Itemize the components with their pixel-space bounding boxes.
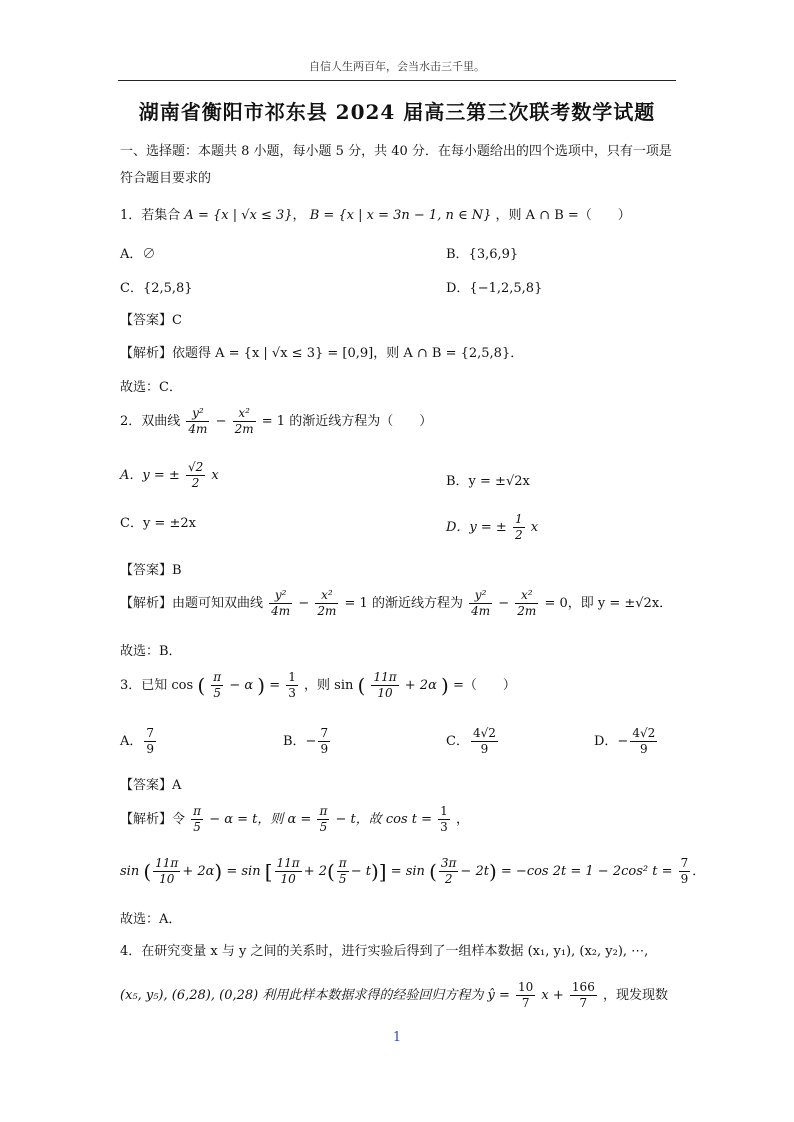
q4-den: 7 — [579, 996, 588, 1010]
q3-den: 10 — [377, 686, 393, 700]
q3-l2-minus-t: − t — [350, 864, 371, 879]
q1-option-d: D．{−1,2,5,8} — [446, 281, 543, 296]
q3-option-b — [283, 726, 332, 757]
q3-l2-frac-3pi2 — [439, 856, 459, 887]
q2-optA-post: x — [211, 468, 219, 483]
q1-analysis: 【解析】依题得 A = {x | √x ≤ 3} = [0,9]，则 A ∩ B = {2,5,8}． — [120, 346, 524, 361]
q2-fraction-y — [186, 406, 209, 437]
q3-analysis-line1 — [120, 804, 469, 835]
q2-an-num: y² — [469, 588, 492, 604]
q2-an-frac-y2 — [469, 588, 492, 619]
q3-den: 5 — [193, 820, 201, 834]
q2-frac-num: y² — [186, 406, 209, 422]
q3-an-frac-13 — [438, 804, 450, 835]
q3-minus-alpha: − α — [229, 678, 254, 693]
q3-optC-num: 4√2 — [472, 726, 496, 740]
q3-l2-paren3-close: ) — [488, 859, 497, 884]
q1-answer: 【答案】C — [120, 313, 182, 328]
q2-option-d — [446, 512, 538, 543]
q4-line2-suffix: ，现发现数 — [602, 988, 668, 1003]
q3-optB-den: 9 — [320, 742, 329, 756]
q3-option-c — [446, 726, 500, 757]
q3-l2-eq-sin2: = sin — [390, 864, 425, 879]
q3-den: 9 — [680, 872, 689, 886]
q3-den: 5 — [338, 872, 347, 886]
q3-optD-num: 4√2 — [632, 726, 656, 740]
q1-stem — [120, 204, 631, 223]
q2-optD-num: 1 — [514, 512, 523, 526]
q3-l2-paren2: ( — [326, 859, 335, 884]
q2-an-minus: − — [298, 596, 310, 611]
q3-den: 10 — [159, 872, 175, 886]
q2-stem-prefix: 2．双曲线 — [120, 414, 181, 429]
q3-frac-13 — [286, 670, 298, 701]
q4-den: 7 — [521, 996, 530, 1010]
q3-l2-result: = −cos 2t = 1 − 2cos² t = — [500, 864, 673, 879]
q1-set-a: A = {x | √x ≤ 3} — [184, 208, 293, 223]
q3-l2-frac-11pi10b — [275, 856, 302, 887]
q3-num: π — [319, 804, 328, 818]
q3-equals: = — [269, 678, 281, 693]
section-intro: 一、选择题：本题共 8 小题，每小题 5 分，共 40 分．在每小题给出的四个选项中，只有一项是符合题目要求的 — [120, 144, 672, 186]
q2-frac-den: 2m — [234, 422, 254, 436]
q2-an-frac-x — [315, 588, 338, 619]
q4-frac-166-7 — [570, 980, 597, 1011]
q3-den: 10 — [280, 872, 296, 886]
q3-l2-paren3: ( — [429, 859, 437, 884]
q4-line2 — [120, 980, 668, 1011]
q3-choose: 故选：A． — [120, 912, 182, 927]
q2-an-num: x² — [515, 588, 538, 604]
q3-l2-eq-sin: = sin — [226, 864, 261, 879]
q3-optD-fraction — [630, 726, 657, 757]
q3-l2-paren: ( — [143, 859, 152, 884]
q2-an-frac-y — [269, 588, 292, 619]
q3-analysis-mid2: − t，故 cos t = — [335, 812, 433, 827]
q2-analysis-prefix: 【解析】由题可知双曲线 — [120, 596, 264, 611]
q3-optB-num: 7 — [320, 726, 329, 740]
q3-den: 3 — [288, 686, 296, 700]
q2-analysis — [120, 588, 672, 619]
q3-l2-frac-pi5 — [337, 856, 349, 887]
header-motto: 自信人生两百年，会当水击三千里。 — [309, 60, 485, 73]
q2-frac-den: 4m — [188, 422, 208, 436]
q2-optD-den: 2 — [514, 528, 523, 542]
q3-optC-den: 9 — [480, 742, 489, 756]
q2-optA-fraction — [186, 460, 205, 491]
q3-den: 3 — [440, 820, 448, 834]
q3-num: 3π — [440, 856, 457, 870]
q2-an-den: 4m — [271, 604, 291, 618]
q3-analysis-line2 — [120, 856, 705, 887]
q4-line2-prefix: (x₅, y₅), (6,28), (0,28) 利用此样本数据求得的经验回归方程为 ŷ = — [120, 988, 510, 1003]
q4-num: 166 — [571, 980, 595, 994]
q2-optA-pre: A．y = ± — [120, 468, 180, 483]
q2-optD-fraction — [513, 512, 525, 543]
q3-l2-plus2: + 2 — [303, 864, 327, 879]
q2-fraction-x — [233, 406, 256, 437]
q1-choose: 故选：C． — [120, 380, 182, 395]
q3-optC-fraction — [471, 726, 498, 757]
q3-an-frac-pi5 — [191, 804, 203, 835]
q3-stem-suffix: =（ ） — [452, 678, 516, 693]
q4-frac-10-7 — [516, 980, 535, 1011]
q2-choose: 故选：B． — [120, 644, 182, 659]
q3-num: 11π — [276, 856, 300, 870]
q3-optA-pre: A． — [120, 734, 143, 749]
q3-num: π — [213, 670, 222, 684]
q4-line1: 4．在研究变量 x 与 y 之间的关系时，进行实验后得到了一组样本数据 (x₁, y₁), (x₂, y₂), ⋯, — [120, 944, 649, 959]
q3-l2-plus: + 2α — [182, 864, 215, 879]
q3-plus-2alpha: + 2α — [404, 678, 437, 693]
q3-paren-close: ) — [257, 673, 266, 698]
page-title: 湖南省衡阳市祁东县 2024 届高三第三次联考数学试题 — [138, 100, 656, 124]
q3-den: 5 — [319, 820, 328, 834]
q3-l2-bracket-close: ] — [378, 859, 387, 884]
q3-stem-prefix: 3．已知 cos — [120, 678, 194, 693]
q3-l2-paren2-close: ) — [370, 859, 379, 884]
q3-num: π — [193, 804, 202, 818]
q3-l2-frac-79 — [679, 856, 691, 887]
q1-option-b: B．{3,6,9} — [446, 247, 519, 262]
q1-stem-prefix: 1．若集合 — [120, 208, 181, 223]
q1-set-b: B = {x | x = 3n − 1, n ∈ N} — [309, 208, 492, 223]
q3-option-d — [594, 726, 659, 757]
q3-l2-bracket: [ — [264, 859, 273, 884]
q3-stem — [120, 670, 516, 701]
q3-optD-pre: D．− — [594, 734, 629, 749]
q2-an-den: 2m — [517, 604, 537, 618]
q2-an-num: y² — [269, 588, 292, 604]
q2-an-frac-x2 — [515, 588, 538, 619]
q3-l2-period: ． — [692, 864, 706, 879]
q3-frac-pi5 — [211, 670, 223, 701]
q3-optB-fraction — [318, 726, 330, 757]
q2-stem-suffix: = 1 的渐近线方程为（ ） — [261, 414, 433, 429]
q2-option-a — [120, 460, 219, 491]
page-number: 1 — [392, 1030, 402, 1045]
q3-analysis-prefix: 【解析】令 — [120, 812, 186, 827]
q2-an-minus2: − — [498, 596, 510, 611]
q3-optC-pre: C． — [446, 734, 469, 749]
q3-option-a — [120, 726, 158, 757]
q1-option-a: A．∅ — [120, 247, 156, 262]
q3-optD-den: 9 — [639, 742, 648, 756]
q2-minus: − — [215, 414, 227, 429]
q3-num: 1 — [440, 804, 448, 818]
q2-an-den: 4m — [471, 604, 491, 618]
q3-l2-minus-2t: − 2t — [460, 864, 489, 879]
q3-num: 1 — [288, 670, 296, 684]
q2-optD-post: x — [530, 520, 539, 535]
q2-an-num: x² — [315, 588, 338, 604]
q2-analysis-suffix: = 0，即 y = ±√2x． — [544, 596, 673, 611]
q2-option-c: C．y = ±2x — [120, 516, 196, 531]
q2-option-b: B．y = ±√2x — [446, 474, 530, 489]
q2-optA-den: 2 — [191, 476, 200, 490]
q1-comma: ， — [292, 208, 306, 223]
q3-paren-open2: ( — [357, 673, 366, 698]
q3-optB-pre: B．− — [283, 734, 317, 749]
q3-num: π — [338, 856, 347, 870]
q3-answer: 【答案】A — [120, 778, 182, 793]
q4-x-plus: x + — [541, 988, 564, 1003]
q3-num: 11π — [373, 670, 397, 684]
q3-an-frac-pi5b — [317, 804, 329, 835]
q3-l2-paren-close: ) — [214, 859, 223, 884]
q2-frac-num: x² — [233, 406, 256, 422]
q2-optA-num: √2 — [187, 460, 204, 474]
q3-num: 7 — [680, 856, 689, 870]
q3-num: 11π — [155, 856, 179, 870]
q2-analysis-mid: = 1 的渐近线方程为 — [344, 596, 463, 611]
q4-num: 10 — [518, 980, 534, 994]
q3-optA-den: 9 — [146, 742, 155, 756]
q3-l2-sin: sin — [120, 864, 140, 879]
q1-option-c: C．{2,5,8} — [120, 281, 193, 296]
q2-answer: 【答案】B — [120, 563, 182, 578]
q3-analysis-mid1: − α = t，则 α = — [209, 812, 312, 827]
q3-paren-close2: ) — [441, 673, 449, 698]
q3-optA-num: 7 — [146, 726, 155, 740]
q2-stem — [120, 406, 432, 437]
q3-frac-11pi10 — [371, 670, 398, 701]
q3-optA-fraction — [144, 726, 156, 757]
q3-l2-frac-11pi10 — [153, 856, 180, 887]
header-divider — [118, 80, 676, 81]
q2-optD-pre: D．y = ± — [446, 520, 507, 535]
q3-analysis-end: ， — [455, 812, 469, 827]
q3-paren-open: ( — [197, 673, 206, 698]
q3-stem-mid: ，则 sin — [304, 678, 354, 693]
q1-stem-suffix: ，则 A ∩ B =（ ） — [495, 208, 631, 223]
q3-den: 2 — [444, 872, 453, 886]
q2-an-den: 2m — [317, 604, 337, 618]
q3-den: 5 — [213, 686, 222, 700]
